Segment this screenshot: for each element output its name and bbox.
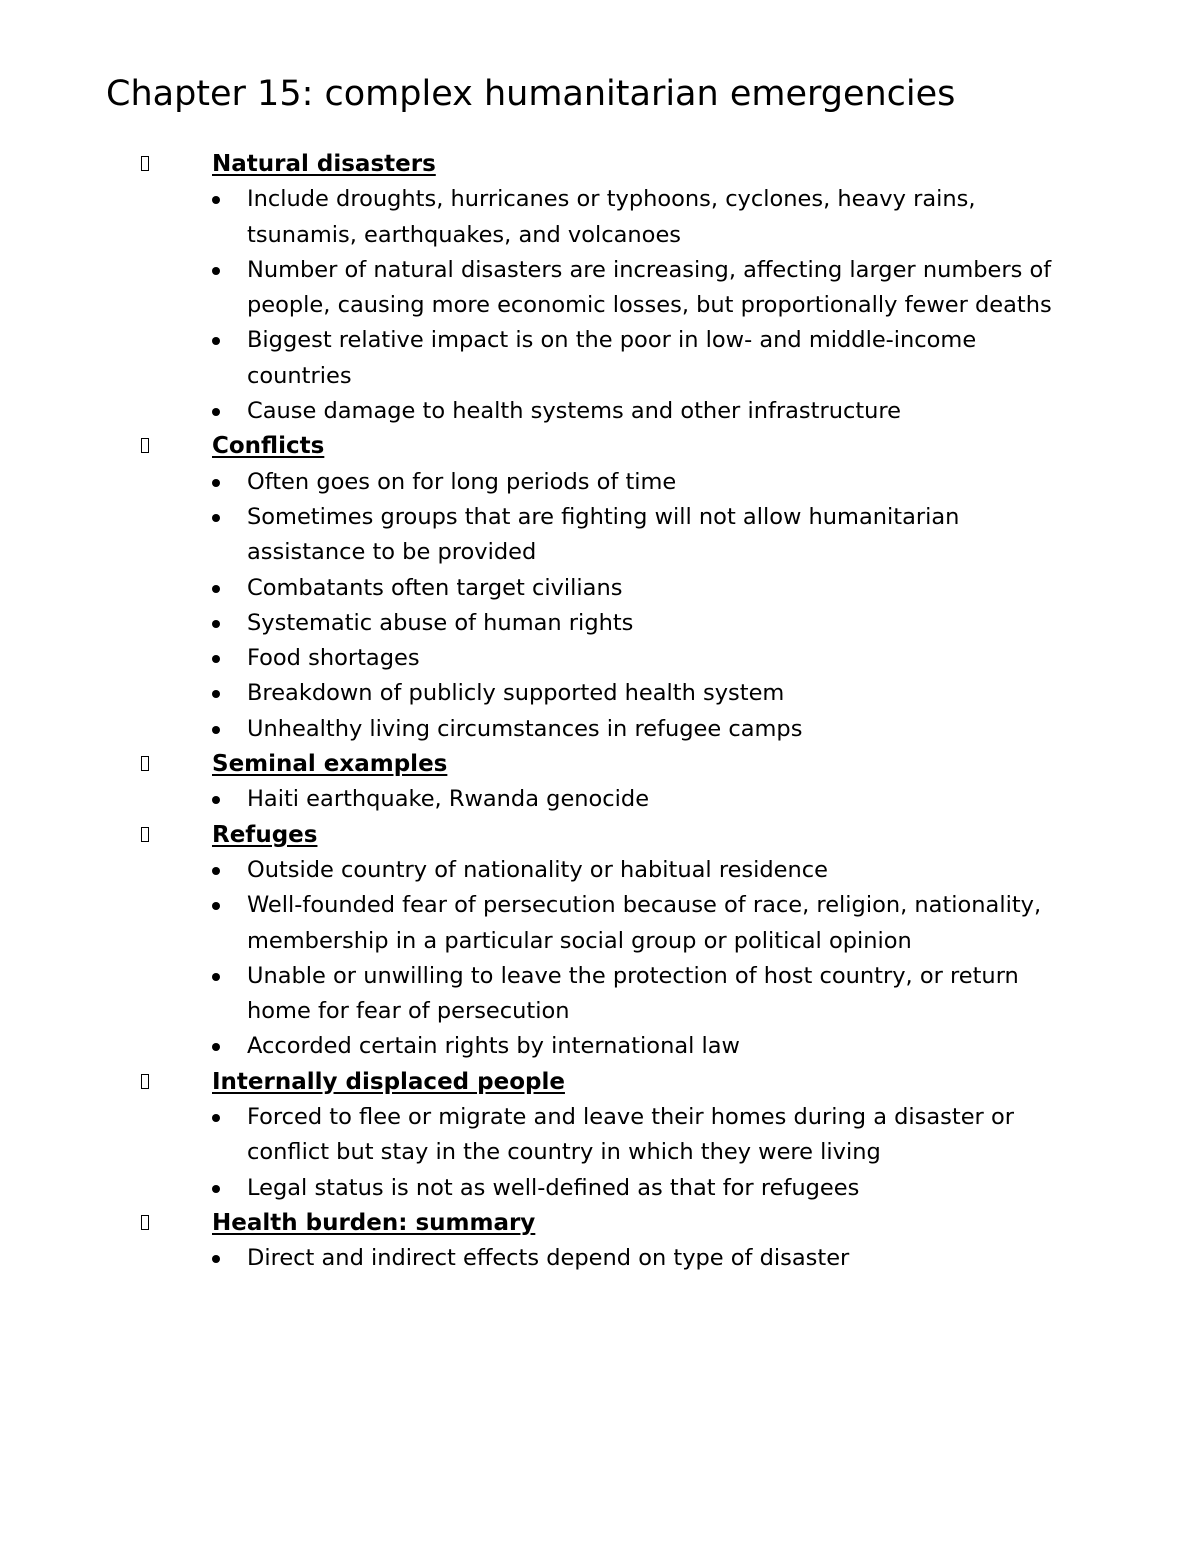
bullet-dot-icon bbox=[212, 267, 220, 275]
page-title: Chapter 15: complex humanitarian emergencies bbox=[106, 74, 956, 114]
list-item-text: Breakdown of publicly supported health system bbox=[247, 680, 785, 707]
missing-glyph-box-icon bbox=[138, 147, 152, 182]
list-item bbox=[0, 1100, 1062, 1171]
bullet-dot-icon bbox=[212, 1255, 220, 1263]
list-item-text: Forced to flee or migrate and leave their homes during a disaster or conflict but stay in the country in which they were living bbox=[247, 1104, 1014, 1166]
list-item-text: Often goes on for long periods of time bbox=[247, 468, 677, 495]
list-item bbox=[0, 641, 1062, 676]
bullet-list bbox=[0, 1241, 1200, 1276]
section-heading: Seminal examples bbox=[212, 751, 448, 778]
bullet-dot-icon bbox=[212, 408, 220, 416]
section-heading-row bbox=[0, 1206, 1200, 1241]
list-item-text: Food shortages bbox=[247, 645, 420, 672]
document-body bbox=[0, 147, 1200, 1277]
section-heading: Refuges bbox=[212, 821, 318, 848]
bullet-dot-icon bbox=[212, 1185, 220, 1193]
list-item bbox=[0, 323, 1062, 394]
bullet-dot-icon bbox=[212, 514, 220, 522]
list-item bbox=[0, 465, 1062, 500]
bullet-dot-icon bbox=[212, 655, 220, 663]
list-item-text: Combatants often target civilians bbox=[247, 574, 623, 601]
list-item-text: Include droughts, hurricanes or typhoons, cyclones, heavy rains, tsunamis, earthquakes, and volcanoes bbox=[247, 186, 976, 248]
missing-glyph-box-icon bbox=[138, 429, 152, 464]
outline-section bbox=[0, 818, 1200, 1065]
list-item-text: Unable or unwilling to leave the protection of host country, or return home for fear of persecution bbox=[247, 962, 1019, 1025]
list-item-text: Outside country of nationality or habitual residence bbox=[247, 856, 829, 883]
section-heading-row bbox=[0, 1065, 1200, 1100]
outline-section bbox=[0, 147, 1200, 429]
list-item bbox=[0, 571, 1062, 606]
bullet-dot-icon bbox=[212, 337, 220, 345]
list-item bbox=[0, 1171, 1062, 1206]
outline-section bbox=[0, 429, 1200, 747]
list-item bbox=[0, 1241, 1062, 1276]
bullet-list bbox=[0, 782, 1200, 817]
list-item-text: Well-founded fear of persecution because of race, religion, nationality, membership in a particular social group or political opinion bbox=[247, 892, 1042, 954]
missing-glyph-box-icon bbox=[138, 1206, 152, 1241]
list-item-text: Direct and indirect effects depend on type of disaster bbox=[247, 1245, 850, 1272]
list-item-text: Unhealthy living circumstances in refugee camps bbox=[247, 715, 803, 742]
list-item-text: Accorded certain rights by international law bbox=[247, 1033, 740, 1060]
section-heading-row bbox=[0, 147, 1200, 182]
list-item bbox=[0, 1029, 1062, 1064]
list-item bbox=[0, 500, 1062, 571]
list-item-text: Cause damage to health systems and other infrastructure bbox=[247, 398, 902, 425]
bullet-dot-icon bbox=[212, 479, 220, 487]
list-item bbox=[0, 676, 1062, 711]
bullet-dot-icon bbox=[212, 973, 220, 981]
section-heading-row bbox=[0, 429, 1200, 464]
section-heading: Internally displaced people bbox=[212, 1068, 565, 1095]
missing-glyph-box-icon bbox=[138, 747, 152, 782]
list-item bbox=[0, 712, 1062, 747]
bullet-dot-icon bbox=[212, 690, 220, 698]
section-heading-row bbox=[0, 818, 1200, 853]
bullet-dot-icon bbox=[212, 796, 220, 804]
missing-glyph-box-icon bbox=[138, 1065, 152, 1100]
list-item-text: Haiti earthquake, Rwanda genocide bbox=[247, 786, 650, 813]
list-item bbox=[0, 959, 1062, 1030]
section-heading: Health burden: summary bbox=[212, 1209, 536, 1236]
list-item-text: Legal status is not as well-defined as that for refugees bbox=[247, 1174, 860, 1201]
section-heading-row bbox=[0, 747, 1200, 782]
missing-glyph-box-icon bbox=[138, 818, 152, 853]
bullet-dot-icon bbox=[212, 1043, 220, 1051]
outline-section bbox=[0, 747, 1200, 818]
bullet-dot-icon bbox=[212, 585, 220, 593]
bullet-dot-icon bbox=[212, 902, 220, 910]
list-item bbox=[0, 182, 1062, 253]
bullet-list bbox=[0, 1100, 1200, 1206]
list-item bbox=[0, 394, 1062, 429]
section-heading: Natural disasters bbox=[212, 151, 436, 177]
outline-section bbox=[0, 1065, 1200, 1206]
list-item bbox=[0, 853, 1062, 888]
section-heading: Conflicts bbox=[212, 433, 325, 460]
list-item-text: Sometimes groups that are fighting will not allow humanitarian assistance to be provided bbox=[247, 503, 960, 566]
list-item-text: Number of natural disasters are increasing, affecting larger numbers of people, causing more economic losses, but proportionally fewer deaths bbox=[247, 256, 1052, 319]
bullet-dot-icon bbox=[212, 1114, 220, 1122]
list-item bbox=[0, 782, 1062, 817]
bullet-dot-icon bbox=[212, 196, 220, 204]
bullet-dot-icon bbox=[212, 620, 220, 628]
list-item-text: Systematic abuse of human rights bbox=[247, 609, 634, 636]
bullet-dot-icon bbox=[212, 867, 220, 875]
list-item bbox=[0, 606, 1062, 641]
bullet-dot-icon bbox=[212, 726, 220, 734]
list-item-text: Biggest relative impact is on the poor in low- and middle-income countries bbox=[247, 327, 977, 389]
bullet-list bbox=[0, 465, 1200, 747]
bullet-list bbox=[0, 853, 1200, 1065]
list-item bbox=[0, 888, 1062, 959]
list-item bbox=[0, 253, 1062, 324]
outline-section bbox=[0, 1206, 1200, 1277]
bullet-list bbox=[0, 182, 1200, 429]
